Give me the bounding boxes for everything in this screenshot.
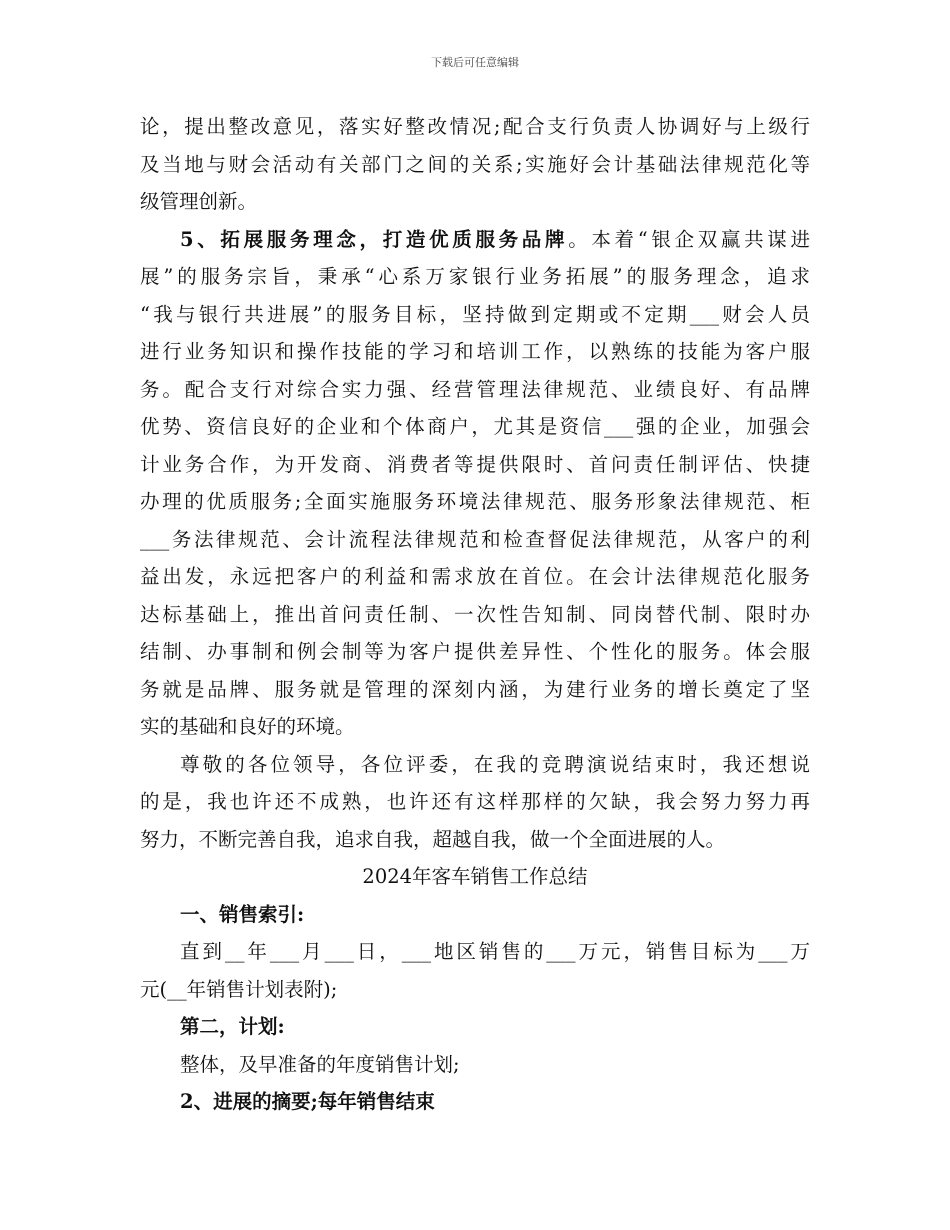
- paragraph-line: ___务法律规范、会计流程法律规范和检查督促法律规范，从客户的利: [140, 527, 810, 551]
- paragraph-line: [140, 221, 810, 259]
- paragraph-line: “我与银行共进展”的服务目标，坚持做到定期或不定期___财会人员: [140, 302, 810, 326]
- paragraph-line: 进行业务知识和操作技能的学习和培训工作，以熟练的技能为客户服: [140, 340, 810, 363]
- document-title: 2024年客车销售工作总结: [362, 865, 588, 888]
- paragraph-line: 办理的优质服务;全面实施服务环境法律规范、服务形象法律规范、柜: [140, 490, 810, 513]
- paragraph-line: 务就是品牌、服务就是管理的深刻内涵，为建行业务的增长奠定了坚: [140, 677, 810, 701]
- paragraph-line: 论，提出整改意见，落实好整改情况;配合支行负责人协调好与上级行: [140, 115, 810, 138]
- paragraph-line: 结制、办事制和例会制等为客户提供差异性、个性化的服务。体会服: [140, 640, 810, 663]
- paragraph-line: 元(__年销售计划表附);: [140, 977, 338, 1001]
- paragraph-text: 。本着“银企双赢共谋进: [568, 227, 810, 251]
- paragraph-line: 及当地与财会活动有关部门之间的关系;实施好会计基础法律规范化等: [140, 152, 810, 176]
- section-heading: 一、销售索引:: [180, 902, 305, 926]
- section-heading-5: 5、拓展服务理念，打造优质服务品牌: [180, 227, 569, 251]
- paragraph-line: 级管理创新。: [140, 190, 258, 213]
- paragraph-line: 益出发，永远把客户的利益和需求放在首位。在会计法律规范化服务: [140, 565, 810, 588]
- paragraph-line: 展”的服务宗旨，秉承“心系万家银行业务拓展”的服务理念，追求: [140, 265, 810, 288]
- paragraph-line: 整体，及早准备的年度销售计划;: [180, 1052, 460, 1076]
- paragraph-line: 优势、资信良好的企业和个体商户，尤其是资信___强的企业，加强会: [140, 415, 810, 438]
- paragraph-line: 务。配合支行对综合实力强、经营管理法律规范、业绩良好、有品牌: [140, 377, 810, 401]
- paragraph-line: 尊敬的各位领导，各位评委，在我的竞聘演说结束时，我还想说: [180, 752, 810, 776]
- paragraph-line: 实的基础和良好的环境。: [140, 715, 355, 738]
- paragraph-line: 计业务合作，为开发商、消费者等提供限时、首问责任制评估、快捷: [140, 452, 810, 476]
- section-heading: 2、进展的摘要;每年销售结束: [180, 1090, 435, 1113]
- paragraph-line: 努力，不断完善自我，追求自我，超越自我，做一个全面进展的人。: [140, 827, 726, 851]
- paragraph-line: 达标基础上，推出首问责任制、一次性告知制、同岗替代制、限时办: [140, 602, 810, 626]
- paragraph-line: 直到__年___月___日，___地区销售的___万元，销售目标为___万: [180, 940, 810, 963]
- document-body: [140, 108, 810, 1121]
- page-header-note: 下载后可任意编辑: [431, 56, 519, 69]
- paragraph-line: 的是，我也许还不成熟，也许还有这样那样的欠缺，我会努力努力再: [140, 790, 810, 813]
- section-heading: 第二，计划:: [180, 1015, 285, 1038]
